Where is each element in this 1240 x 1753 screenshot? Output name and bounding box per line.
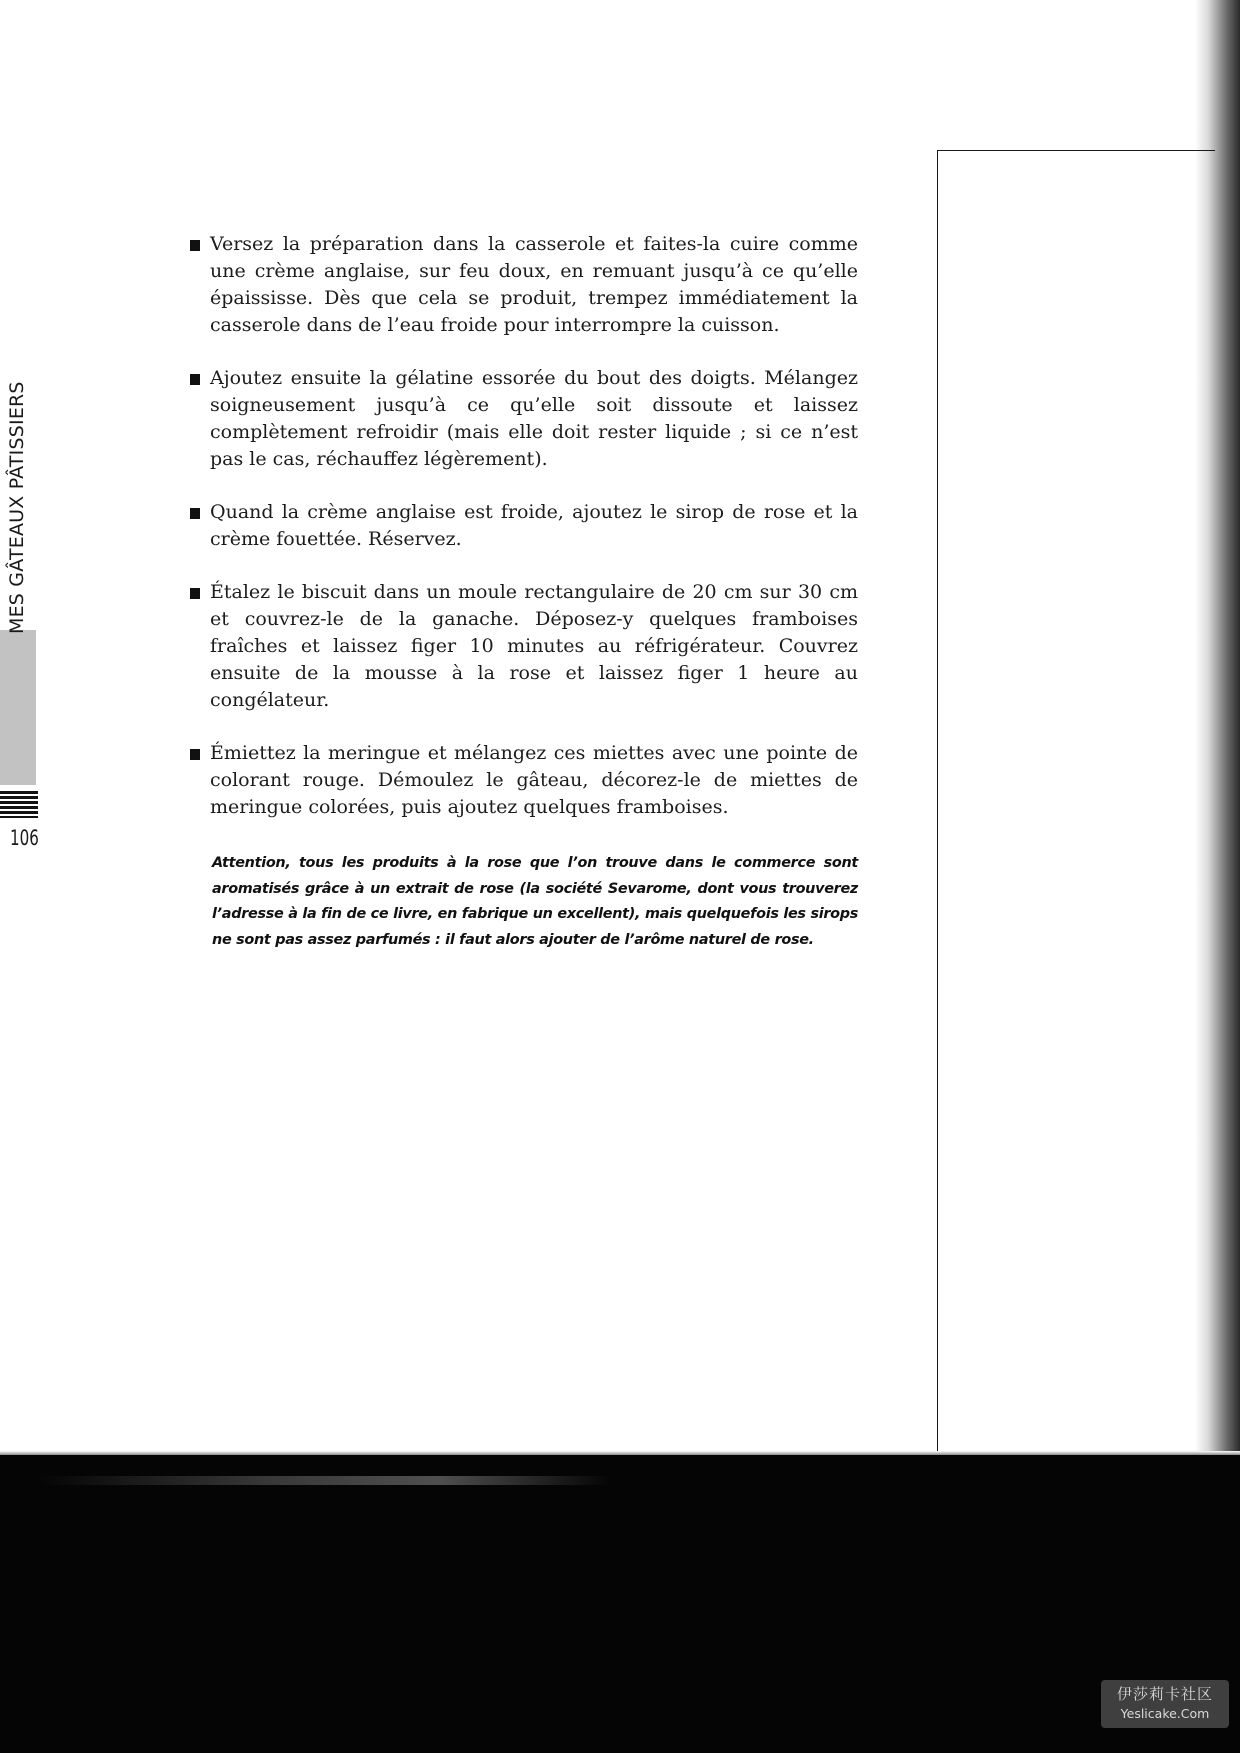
step-text: Émiettez la meringue et mélangez ces miettes avec une pointe de colorant rouge. Démoulez le gâteau, décorez-le de miettes de meringue colorées, puis ajoutez quelques framboises. <box>210 742 858 818</box>
step-item <box>190 231 858 339</box>
step-text: Quand la crème anglaise est froide, ajoutez le sirop de rose et la crème fouettée. Réservez. <box>210 501 858 550</box>
recipe-steps <box>190 231 858 953</box>
page-gutter-shadow <box>1195 0 1240 1455</box>
section-label: MES GÂTEAUX PÂTISSIERS <box>6 381 28 634</box>
scan-background <box>0 1455 1240 1753</box>
step-item <box>190 365 858 473</box>
square-bullet-icon <box>190 374 200 385</box>
margin-rule-vertical <box>937 150 938 1455</box>
section-tab <box>0 630 36 785</box>
scan-glare <box>40 1476 610 1485</box>
page-number: 106 <box>10 826 39 850</box>
step-text: Étalez le biscuit dans un moule rectangulaire de 20 cm sur 30 cm et couvrez-le de la ganache. Déposez-y quelques framboises fraîches et laissez figer 10 minutes au réfrigérateur. Couvrez ensuite de la mousse à la rose et laissez figer 1 heure au congélateur. <box>210 581 858 711</box>
square-bullet-icon <box>190 240 200 251</box>
step-item <box>190 499 858 553</box>
step-text: Ajoutez ensuite la gélatine essorée du bout des doigts. Mélangez soigneusement jusqu’à ce qu’elle soit dissoute et laissez complètement refroidir (mais elle doit rester liquide ; si ce n’est pas le cas, réchauffez légèrement). <box>210 367 858 470</box>
watermark-title: 伊莎莉卡社区 <box>1116 1685 1213 1703</box>
tip-note: Attention, tous les produits à la rose que l’on trouve dans le commerce sont aromatisés grâce à un extrait de rose (la société Sevarome, dont vous trouverez l’adresse à la fin de ce livre, en fabrique un excellent), mais quelquefois les sirops ne sont pas assez parfumés : il faut alors ajouter de l’arôme naturel de rose. <box>212 855 858 948</box>
site-watermark <box>1101 1680 1229 1728</box>
step-item <box>190 740 858 821</box>
margin-rule-horizontal <box>937 150 1215 151</box>
step-text: Versez la préparation dans la casserole et faites-la cuire comme une crème anglaise, sur feu doux, en remuant jusqu’à ce qu’elle épaississe. Dès que cela se produit, trempez immédiatement la casserole dans de l’eau froide pour interrompre la cuisson. <box>210 233 858 336</box>
section-stripes <box>0 791 38 818</box>
watermark-url: Yeslicake.Com <box>1120 1706 1210 1721</box>
square-bullet-icon <box>190 508 200 519</box>
square-bullet-icon <box>190 749 200 760</box>
step-item <box>190 579 858 714</box>
square-bullet-icon <box>190 588 200 599</box>
